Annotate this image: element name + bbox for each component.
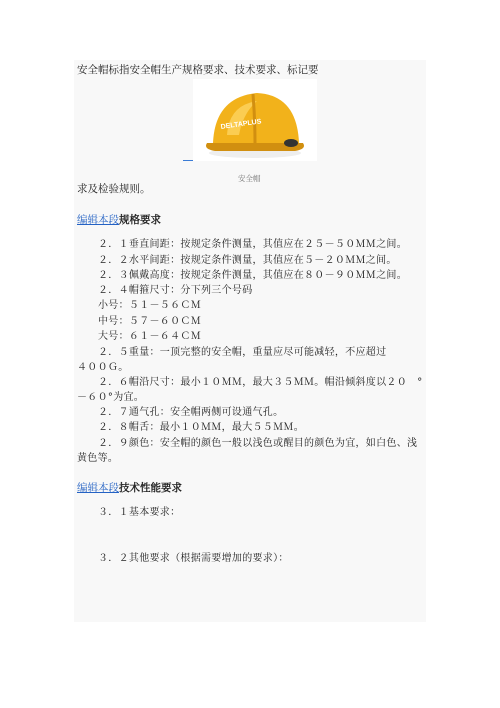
edit-section-link[interactable]: 编辑本段 <box>77 214 119 226</box>
section-title: 技术性能要求 <box>119 482 182 494</box>
spec-line: ２．８帽舌：最小１０ＭＭ，最大５５ＭＭ。 <box>98 422 304 433</box>
section-title: 规格要求 <box>119 214 161 226</box>
spec-line: 小号：５１－５６ＣＭ <box>98 300 201 311</box>
spec-line: ２．６帽沿尺寸：最小１０ＭＭ，最大３５ＭＭ。帽沿倾斜度以２０ ° <box>98 377 423 388</box>
helmet-image[interactable] <box>193 79 317 161</box>
spec-line: ４００Ｇ。 <box>77 362 129 373</box>
spec-line: 大号：６１－６４ＣＭ <box>98 331 201 342</box>
image-caption: 安全帽 <box>238 174 261 183</box>
tech-line: ３．２其他要求（根据需要增加的要求）： <box>98 553 289 564</box>
spec-line: ２．７通气孔：安全帽两侧可设通气孔。 <box>98 407 284 418</box>
spec-line: ２．４帽箍尺寸：分下列三个号码 <box>98 285 253 296</box>
intro-continuation: 求及检验规则。 <box>77 183 151 195</box>
spec-line: ２．３佩戴高度：按规定条件测量，其值应在８０－９０ＭＭ之间。 <box>98 270 407 281</box>
spec-line: 黄色等。 <box>77 453 119 464</box>
spec-line: ２．５重量：一顶完整的安全帽，重量应尽可能减轻，不应超过 <box>98 347 387 358</box>
spec-line: －６０°为宜。 <box>77 392 145 403</box>
spec-line: ２．１垂直间距：按规定条件测量，其值应在２５－５０ＭＭ之间。 <box>98 239 407 250</box>
section-heading-tech <box>77 480 182 495</box>
helmet-strap-clip <box>284 139 298 147</box>
spec-line: ２．２水平间距：按规定条件测量，其值应在５－２０ＭＭ之间。 <box>98 255 397 266</box>
intro-text: 安全帽标指安全帽生产规格要求、技术要求、标记要 <box>77 64 319 76</box>
edit-section-link[interactable]: 编辑本段 <box>77 482 119 494</box>
spec-line: 中号：５７－６０ＣＭ <box>98 316 201 327</box>
helmet-illustration <box>193 79 317 161</box>
image-link-underline <box>183 160 193 161</box>
spec-line: ２．９颜色：安全帽的颜色一般以浅色或醒目的颜色为宜，如白色、浅 <box>98 438 418 449</box>
section-heading-specs <box>77 212 161 227</box>
helmet-brand-text: DELTAPLUS <box>220 118 262 131</box>
tech-line: ３．１基本要求： <box>98 507 181 518</box>
